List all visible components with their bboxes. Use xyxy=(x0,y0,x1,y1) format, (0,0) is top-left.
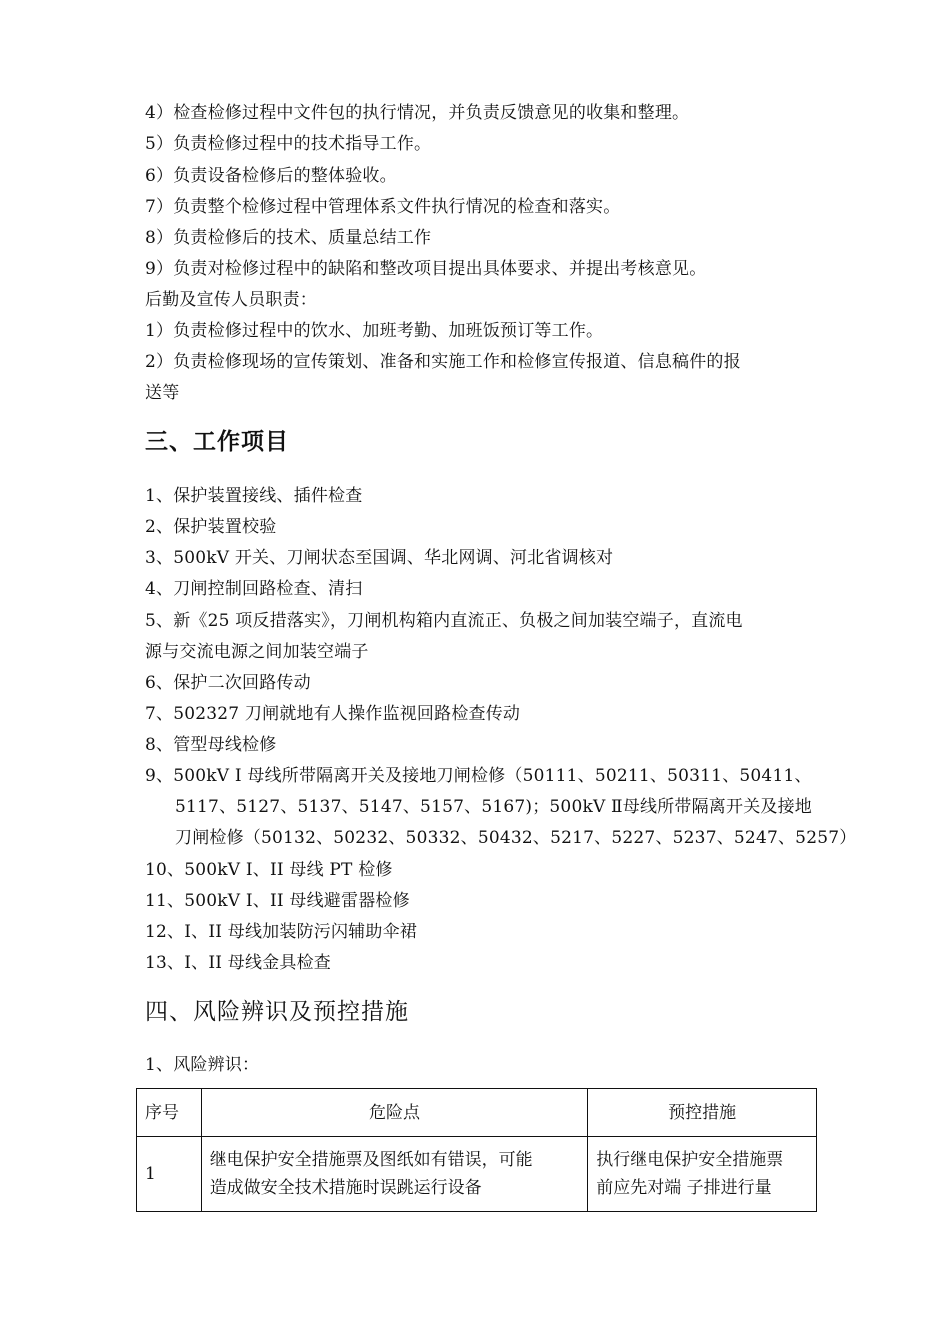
header-control: 预控措施 xyxy=(588,1089,817,1137)
risk-table-header-row xyxy=(137,1089,817,1137)
logistics-item: 送等 xyxy=(145,383,180,403)
duty-item: 9）负责对检修过程中的缺陷和整改项目提出具体要求、并提出考核意见。 xyxy=(145,259,707,279)
work-item-continuation: 5117、5127、5137、5147、5157、5167)；500kV Ⅱ母线所带隔离开关及接地 xyxy=(175,797,812,817)
work-item-continuation: 刀闸检修（50132、50232、50332、50432、5217、5227、5237、5247、5257） xyxy=(175,828,857,848)
header-no: 序号 xyxy=(137,1089,202,1137)
logistics-title: 后勤及宣传人员职责： xyxy=(145,290,317,310)
work-item: 8、管型母线检修 xyxy=(145,735,277,755)
work-item: 2、保护装置校验 xyxy=(145,517,277,537)
work-item: 13、I、II 母线金具检查 xyxy=(145,953,331,973)
cell-control-line: 前应先对端 子排进行量 xyxy=(596,1178,772,1198)
header-hazard: 危险点 xyxy=(201,1089,588,1137)
section3-heading: 三、工作项目 xyxy=(145,428,289,455)
work-item: 4、刀闸控制回路检查、清扫 xyxy=(145,579,363,599)
work-item: 12、I、II 母线加装防污闪辅助伞裙 xyxy=(145,922,417,942)
work-item: 3、500kV 开关、刀闸状态至国调、华北网调、河北省调核对 xyxy=(145,548,614,568)
logistics-item: 1）负责检修过程中的饮水、加班考勤、加班饭预订等工作。 xyxy=(145,321,604,341)
cell-hazard xyxy=(201,1137,588,1212)
work-item: 7、502327 刀闸就地有人操作监视回路检查传动 xyxy=(145,704,521,724)
cell-hazard-line: 继电保护安全措施票及图纸如有错误，可能 xyxy=(209,1150,533,1170)
duty-item: 6）负责设备检修后的整体验收。 xyxy=(145,166,397,186)
duty-item: 8）负责检修后的技术、质量总结工作 xyxy=(145,228,432,248)
work-item: 1、保护装置接线、插件检查 xyxy=(145,486,363,506)
table-row xyxy=(137,1137,817,1212)
work-item: 10、500kV I、II 母线 PT 检修 xyxy=(145,860,393,880)
work-item: 源与交流电源之间加装空端子 xyxy=(145,642,369,662)
section4-heading: 四、风险辨识及预控措施 xyxy=(145,999,409,1025)
logistics-item: 2）负责检修现场的宣传策划、准备和实施工作和检修宣传报道、信息稿件的报 xyxy=(145,352,741,372)
work-item: 11、500kV I、II 母线避雷器检修 xyxy=(145,891,410,911)
duty-item: 5）负责检修过程中的技术指导工作。 xyxy=(145,134,432,154)
risk-table xyxy=(136,1088,817,1212)
duty-item: 4）检查检修过程中文件包的执行情况，并负责反馈意见的收集和整理。 xyxy=(145,103,690,123)
duty-item: 7）负责整个检修过程中管理体系文件执行情况的检查和落实。 xyxy=(145,197,621,217)
cell-hazard-line: 造成做安全技术措施时误跳运行设备 xyxy=(209,1178,482,1198)
work-item: 5、新《25 项反措落实》，刀闸机构箱内直流正、负极之间加装空端子，直流电 xyxy=(145,611,743,631)
risk-subheading: 1、风险辨识： xyxy=(145,1055,260,1075)
cell-control xyxy=(588,1137,817,1212)
work-item: 6、保护二次回路传动 xyxy=(145,673,311,693)
cell-control-line: 执行继电保护安全措施票 xyxy=(596,1150,784,1170)
cell-no: 1 xyxy=(137,1137,202,1212)
work-item: 9、500kV I 母线所带隔离开关及接地刀闸检修（50111、50211、50311、50411、 xyxy=(145,766,812,786)
